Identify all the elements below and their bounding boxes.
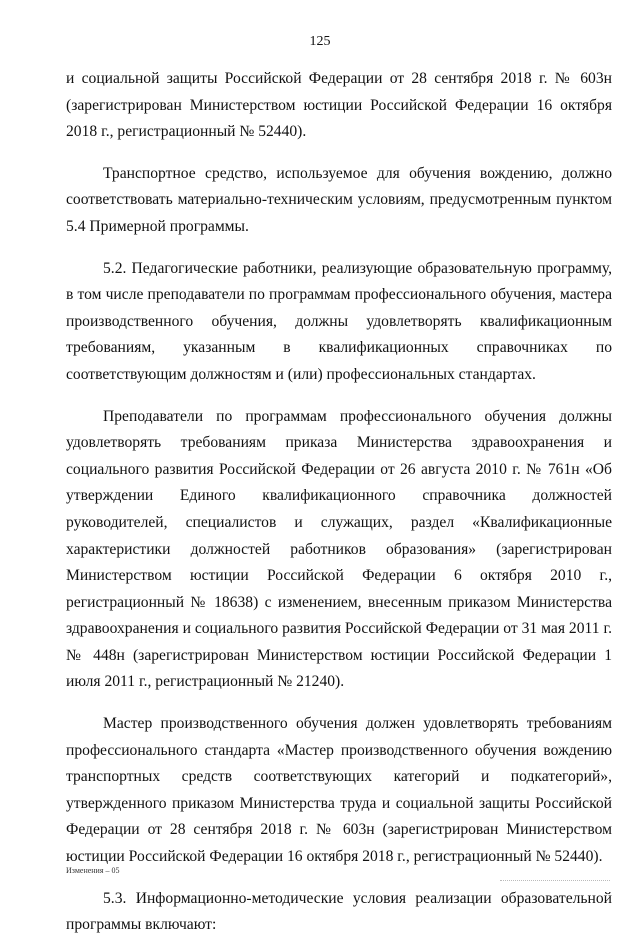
paragraph-driving-instructor: Мастер производственного обучения должен удовлетворять требованиям профессионального стандарта «Мастер производственного обучения вождению транспортных средств соответствующих категорий и подкатегорий», утвержденного приказом Министерства труда и социальной защиты Российской Федерации от 28 сентября 2018 г. № 603н (зарегистрирован Министерством юстиции Российской Федерации 16 октября 2018 г., регистрационный № 52440). <box>66 715 612 866</box>
paragraph-continuation: и социальной защиты Российской Федерации от 28 сентября 2018 г. № 603н (зарегистрирован Министерством юстиции Российской Федерации 16 октября 2018 г., регистрационный № 52440). <box>66 70 612 141</box>
scan-artifact <box>500 880 610 883</box>
paragraph-section-5-3: 5.3. Информационно-методические условия реализации образовательной программы включают: <box>66 889 612 934</box>
page-number: 125 <box>309 34 331 49</box>
document-body <box>66 66 612 939</box>
footer-revision-note: Изменения – 05 <box>66 866 120 875</box>
paragraph-teachers-requirements: Преподаватели по программам профессионального обучения должны удовлетворять требованиям приказа Министерства здравоохранения и социального развития Российской Федерации от 26 августа 2010 г. № 761н «Об утверждении Единого квалификационного справочника должностей руководителей, специалистов и служащих, раздел «Квалификационные характеристики должностей работников образования» (зарегистрирован Министерством юстиции Российской Федерации 6 октября 2010 г., регистрационный № 18638) с изменением, внесенным приказом Министерства здравоохранения и социального развития Российской Федерации от 31 мая 2011 г. № 448н (зарегистрирован Министерством юстиции Российской Федерации 1 июля 2011 г., регистрационный № 21240). <box>66 407 612 691</box>
paragraph-vehicle-requirements: Транспортное средство, используемое для обучения вождению, должно соответствовать материально-техническим условиям, предусмотренным пунктом 5.4 Примерной программы. <box>66 164 612 235</box>
paragraph-section-5-2: 5.2. Педагогические работники, реализующие образовательную программу, в том числе преподаватели по программам профессионального обучения, мастера производственного обучения, должны удовлетворять квалификационным требованиям, указанным в квалификационных справочниках по соответствующим должностям и (или) профессиональных стандартах. <box>66 259 612 383</box>
